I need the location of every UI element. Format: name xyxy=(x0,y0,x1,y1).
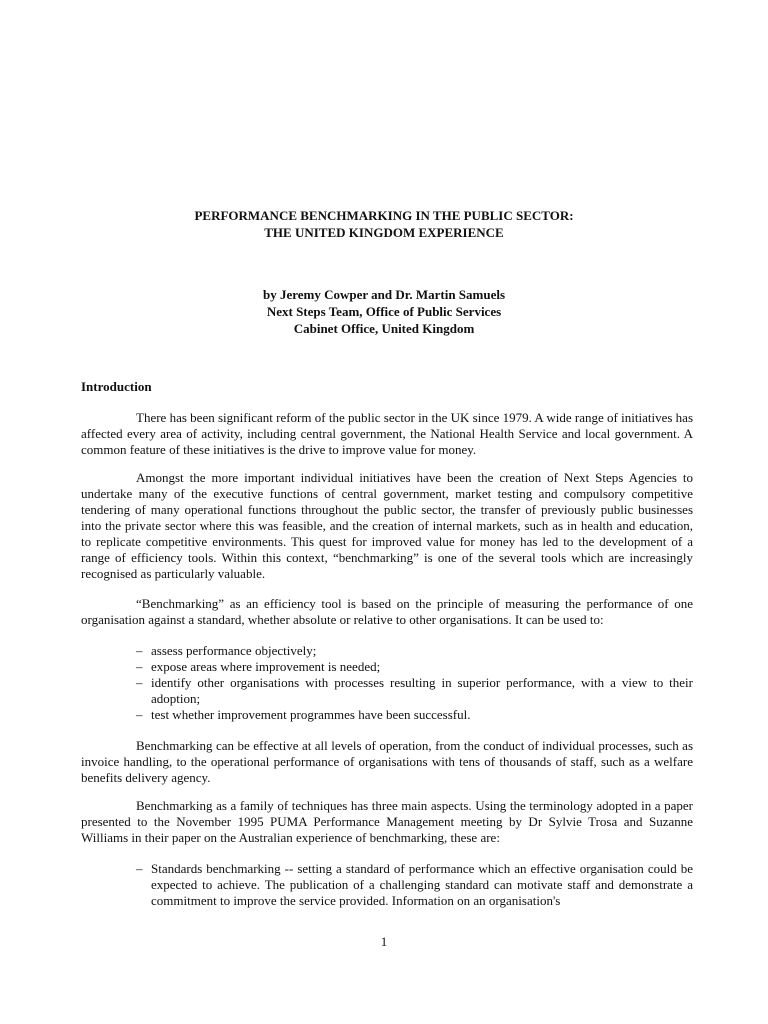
document-title xyxy=(0,207,768,241)
paragraph-text: “Benchmarking” as an efficiency tool is based on the principle of measuring the performance of one organisation against a standard, whether absolute or relative to other organisations. It can be used to: xyxy=(81,596,693,627)
author-info xyxy=(0,286,768,337)
paragraph-text: Amongst the more important individual initiatives have been the creation of Next Steps Agencies to undertake many of the executive functions of central government, market testing and compulsory competitive tendering of many operational functions throughout the public sector, the transfer of previously public businesses into the private sector where this was feasible, and the creation of internal markets, such as in health and education, to replicate competitive environments. This quest for improved value for money has led to the development of a range of efficiency tools. Within this context, “benchmarking” is one of the several tools which are increasingly recognised as particularly valuable. xyxy=(81,470,693,581)
paragraph-2 xyxy=(81,470,693,582)
paragraph-text: There has been significant reform of the public sector in the UK since 1979. A wide range of initiatives has affected every area of activity, including central government, the National Health Service and local government. A common feature of these initiatives is the drive to improve value for money. xyxy=(81,410,693,457)
list-item xyxy=(136,659,693,675)
paragraph-5 xyxy=(81,798,693,846)
uses-list xyxy=(136,643,693,723)
title-line-2: THE UNITED KINGDOM EXPERIENCE xyxy=(264,225,504,240)
author-names: by Jeremy Cowper and Dr. Martin Samuels xyxy=(262,287,506,302)
paragraph-1 xyxy=(81,410,693,458)
dash-bullet: – xyxy=(136,659,143,674)
paragraph-text: Benchmarking can be effective at all levels of operation, from the conduct of individual processes, such as invoice handling, to the operational performance of organisations with tens of thousands of staff, such as a welfare benefits delivery agency. xyxy=(81,738,693,785)
list-item-text: expose areas where improvement is needed; xyxy=(151,659,381,674)
dash-bullet: – xyxy=(136,861,143,876)
dash-bullet: – xyxy=(136,675,143,690)
dash-bullet: – xyxy=(136,707,143,722)
aspects-list xyxy=(136,861,693,909)
list-item xyxy=(136,675,693,707)
paragraph-4 xyxy=(81,738,693,786)
paragraph-text: Benchmarking as a family of techniques has three main aspects. Using the terminology adopted in a paper presented to the November 1995 PUMA Performance Management meeting by Dr Sylvie Trosa and Suzanne Williams in their paper on the Australian experience of benchmarking, these are: xyxy=(81,798,693,845)
list-item xyxy=(136,861,693,909)
page-number: 1 xyxy=(380,934,388,949)
title-line-1: PERFORMANCE BENCHMARKING IN THE PUBLIC SECTOR: xyxy=(194,208,574,223)
list-item xyxy=(136,643,693,659)
list-item-text: identify other organisations with processes resulting in superior performance, with a view to their adoption; xyxy=(151,675,693,706)
dash-bullet: – xyxy=(136,643,143,658)
list-item xyxy=(136,707,693,723)
paragraph-3 xyxy=(81,596,693,628)
list-item-text: assess performance objectively; xyxy=(151,643,317,658)
section-heading-introduction: Introduction xyxy=(81,379,152,394)
list-item-text: Standards benchmarking -- setting a standard of performance which an effective organisation could be expected to achieve. The publication of a challenging standard can motivate staff and demonstrate a commitment to improve the service provided. Information on an organisation's xyxy=(151,861,693,908)
list-item-text: test whether improvement programmes have been successful. xyxy=(151,707,471,722)
author-team: Next Steps Team, Office of Public Services xyxy=(266,304,502,319)
author-office: Cabinet Office, United Kingdom xyxy=(293,321,475,336)
